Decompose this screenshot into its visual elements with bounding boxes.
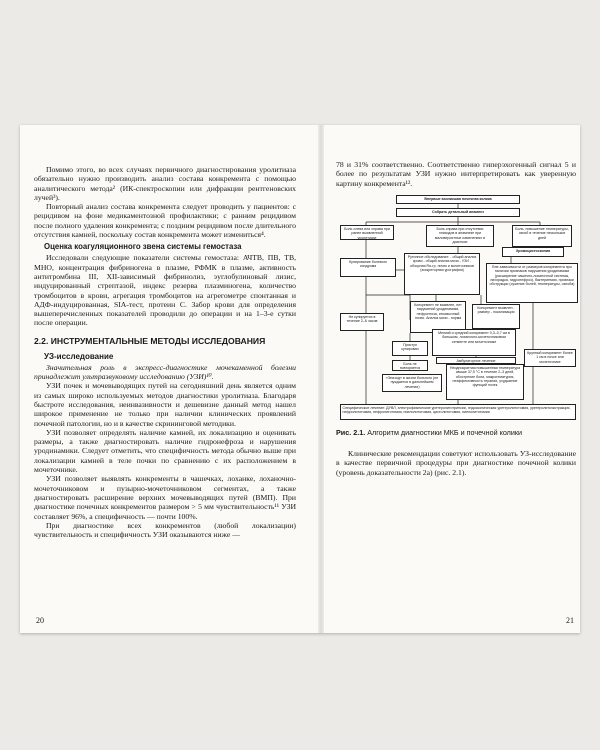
flow-box-3: Боль слева или справа при ранее выявленной уролитиазе <box>340 225 394 240</box>
page-number-left: 20 <box>36 616 44 625</box>
flow-box-16: Боль не повторяется <box>392 360 428 371</box>
flow-box-15: Крупный конкремент более 1 см в почке или мочеточнике <box>524 349 576 367</box>
flow-box-18: «Эпизод» в жизни больного (не нуждается в дальнейшем лечении) <box>382 374 442 392</box>
paragraph-analysis: Помимо этого, во всех случаях первичного диагностирования уролитиаза обязательно нужно производить анализ состава конкремента с помощью аналитического метода² (ИК-спектроскопии или дифракции рентгеновских лучей³). <box>34 165 296 202</box>
flow-box-13: Приступ купирован <box>392 341 428 356</box>
flow-box-5: Боль, повышение температуры, озноб в течение нескольких дней <box>512 225 572 247</box>
flow-box-7: Купирование болевого синдрома <box>340 258 396 277</box>
right-page <box>336 125 576 633</box>
paragraph-ultrasound-role: Значительная роль в экспресс-диагностике мочекаменной болезни принадлежит ультразвуковому исследованию (УЗИ)¹⁰. <box>34 362 296 382</box>
paragraph-recommendations: Клинические рекомендации советуют использовать УЗ-исследование в качестве первичной процедуры при диагностике почечной колики (уровень доказательности 2a) (рис. 2.1). <box>336 449 576 477</box>
flow-box-10: Конкремент не выявлен, нет нарушений уродинамики, нефроптоза, иноязычный почек. Анализ мочи - норма <box>410 301 466 333</box>
flow-box-20: Специфическое лечение: ДУВЛ, электрофизические уретеролитотрипсии, эндоскопическая уретеролитотомия, уретеролитоэкстракция, нефролитотомия, нефролитотомия, пиелолитотомия, цистолитотомия, пиелолитотомия <box>340 404 576 420</box>
left-page <box>34 125 296 633</box>
paragraph-continued: 78 и 31% соответственно. Соответственно гиперэхогенный сигнал 5 и более по результатам УЗИ нужно интерпретировать как уверенную картину конкремента¹². <box>336 160 576 188</box>
book-gutter <box>318 125 324 633</box>
subheading-coagulation: Оценка коагуляционного звена системы гемостаза <box>44 242 242 252</box>
subheading-ultrasound: УЗ-исследование <box>44 351 114 361</box>
flow-box-1: Впервые возникшая почечная колика <box>396 195 520 204</box>
paragraph-coagulation: Исследовали следующие показатели системы гемостаза: АЧТВ, ПВ, ТВ, МНО, концентрация фибриногена в плазме, РФМК в плазме, активность антитромбина III, XII-зависимый фибринолиз, эуглобулиновый лизис, индуцированный стрептазой, индекс резерва плазминогена, количество тромбоцитов в крови, агрегация тромбоцитов на агрегометре спонтанная и АДФ-индуцированная, SIA-тест, протеин С. Забор крови для определения вышеперечисленных показателей проводили до операции и на 1–3-е сутки после операции. <box>34 253 296 328</box>
flow-box-17: Амбулаторное лечение <box>436 357 516 364</box>
book-spread <box>20 125 580 633</box>
flow-box-12: Не купируется в течение 2–6 часов <box>340 313 384 331</box>
flow-box-14: Мелкий и средний конкремент 0,3–0,7 см в большом, лоханочно-мочеточниковом сегменте или мочеточнике <box>432 329 516 356</box>
paragraph-ultrasound-4: При диагностике всех конкрементов (любой локализации) чувствительность и специфичность УЗИ оказываются ниже — <box>34 520 296 540</box>
figure-label: Рис. 2.1. <box>336 428 366 437</box>
paragraph-ultrasound-3: УЗИ позволяет выявлять конкременты в чашечках, лоханке, лоханочно-мочеточниковом и пузырно-мочеточниковом сегментах, а также диагностировать расширение верхних мочевыводящих путей (ВМП). При диагностике почечных конкрементов размером > 5 мм чувствительность¹¹ УЗИ составляет 96%, а специфичность — почти 100%. <box>34 474 296 521</box>
flow-box-19: Неоднократная повышенная температура свыше 37,5 °C в течение 2–3 дней, обострение боли, макрогематурия, неэффективность терапии, ухудшение функций почек <box>446 364 524 400</box>
figure-title: Алгоритм диагностики МКБ и почечной колики <box>367 428 523 437</box>
paragraph-ultrasound-1: УЗИ почек и мочевыводящих путей на сегодняшний день является одним из самых широко используемых методов диагностики уролитиаза. Благодаря быстроте исследования, неинвазивности и дешевизне данный метод нашел широкое применение не только при наличии клинических проявлений почечной патологии, но и в качестве скрининговой методики. <box>34 381 296 428</box>
flow-box-4: Боль справа при отсутствии эпизодов в анамнезе при маловероятных изменениях в диагнозе <box>426 225 494 247</box>
flow-box-8: Рутинное обследование: - общий анализ крови - общий анализ мочи - УЗИ - обзорная Rя-гр. почек и мочеточников (экскреторная урография) <box>404 253 480 295</box>
flow-box-11: Конкремент выявлен - размер - локализация <box>472 304 520 329</box>
paragraph-repeat-analysis: Повторный анализ состава конкремента следует проводить у пациентов: с рецидивом на фоне медикаментозной профилактики; с ранним рецидивом после полного удаления конкремента; с поздним рецидивом после длительного отсутствия камней, поскольку состав конкремента может измениться⁴. <box>34 202 296 240</box>
section-heading: 2.2. ИНСТРУМЕНТАЛЬНЫЕ МЕТОДЫ ИССЛЕДОВАНИЯ <box>34 335 266 346</box>
flow-box-2: Собрать детальный анамнез <box>396 208 520 217</box>
flow-box-9: Вне зависимости от размеров конкремента при наличии признаков нарушения уродинамики (расширение чашечно-лоханочной системы, лихорадка, гидронефроз), бактериемии, признаки обструкции (сужение болей, температуры, озноба) <box>486 263 578 303</box>
paragraph-ultrasound-2: УЗИ позволяет определять наличие камней, их локализацию и оценивать размеры, а также диагностировать наличие гидронефроза и нарушения уродинамики. Следует отметить, что специфичность метода обычно выше при локализации камней в теле почки по сравнению с их расположением в мочеточнике. <box>34 427 296 475</box>
page-number-right: 21 <box>566 616 574 625</box>
flow-box-6: Хромоцистоскопия <box>502 247 564 257</box>
